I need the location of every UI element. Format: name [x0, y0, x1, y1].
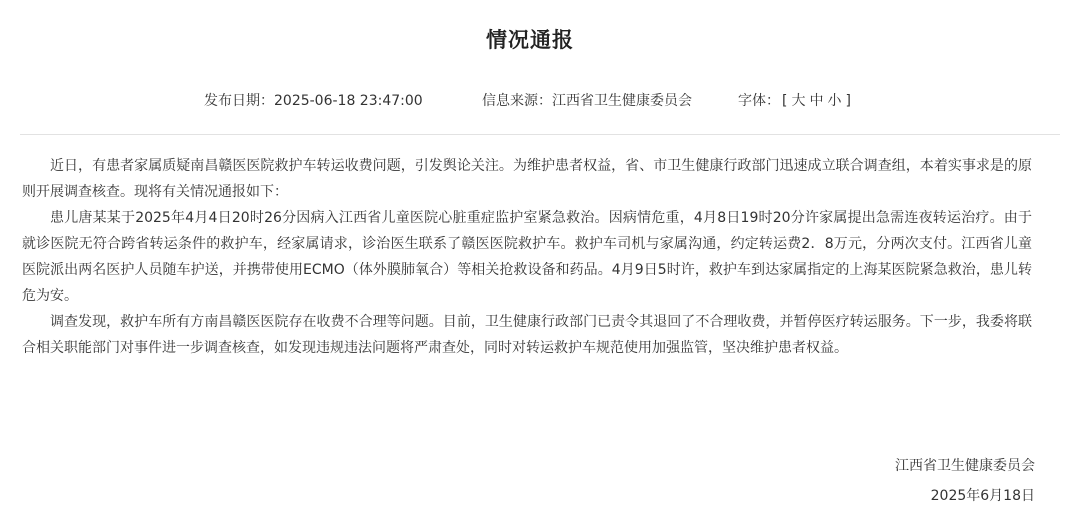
- signature-date: 2025年6月18日: [930, 488, 1035, 504]
- page-title: 情况通报: [486, 28, 574, 52]
- font-size-label: 字体：: [738, 93, 780, 109]
- header-divider: [20, 134, 1060, 135]
- font-size-medium-button[interactable]: 中: [809, 93, 824, 109]
- article-body: [22, 153, 1032, 361]
- publish-date-info: [204, 90, 423, 110]
- font-bracket-open: [: [782, 93, 788, 109]
- font-size-control: [738, 90, 853, 110]
- paragraph-intro: 近日，有患者家属质疑南昌赣医医院救护车转运收费问题，引发舆论关注。为维护患者权益，省、市卫生健康行政部门迅速成立联合调查组，本着实事求是的原则开展调查核查。现将有关情况通报如下：: [22, 158, 1032, 200]
- source-value: 江西省卫生健康委员会: [552, 93, 692, 109]
- font-size-small-button[interactable]: 小: [827, 93, 842, 109]
- publish-date-value: 2025-06-18 23:47:00: [274, 93, 423, 109]
- publish-date-label: 发布日期：: [204, 93, 274, 109]
- source-label: 信息来源：: [482, 93, 552, 109]
- source-info: [482, 90, 692, 110]
- font-size-large-button[interactable]: 大: [791, 93, 806, 109]
- article-meta: [0, 90, 1080, 112]
- font-bracket-close: ]: [845, 93, 851, 109]
- signature-organization: 江西省卫生健康委员会: [895, 458, 1035, 474]
- paragraph-details: 患儿唐某某于2025年4月4日20时26分因病入江西省儿童医院心脏重症监护室紧急救治。因病情危重，4月8日19时20分许家属提出急需连夜转运治疗。由于就诊医院无符合跨省转运条件的救护车，经家属请求，诊治医生联系了赣医医院救护车。救护车司机与家属沟通，约定转运费2．8万元，分两次支付。江西省儿童医院派出两名医护人员随车护送，并携带使用ECMO（体外膜肺氧合）等相关抢救设备和药品。4月9日5时许，救护车到达家属指定的上海某医院紧急救治，患儿转危为安。: [22, 210, 1032, 304]
- paragraph-findings: 调查发现，救护车所有方南昌赣医医院存在收费不合理等问题。目前，卫生健康行政部门已责令其退回了不合理收费，并暂停医疗转运服务。下一步，我委将联合相关职能部门对事件进一步调查核查，如发现违规违法问题将严肃查处，同时对转运救护车规范使用加强监管，坚决维护患者权益。: [22, 314, 1032, 356]
